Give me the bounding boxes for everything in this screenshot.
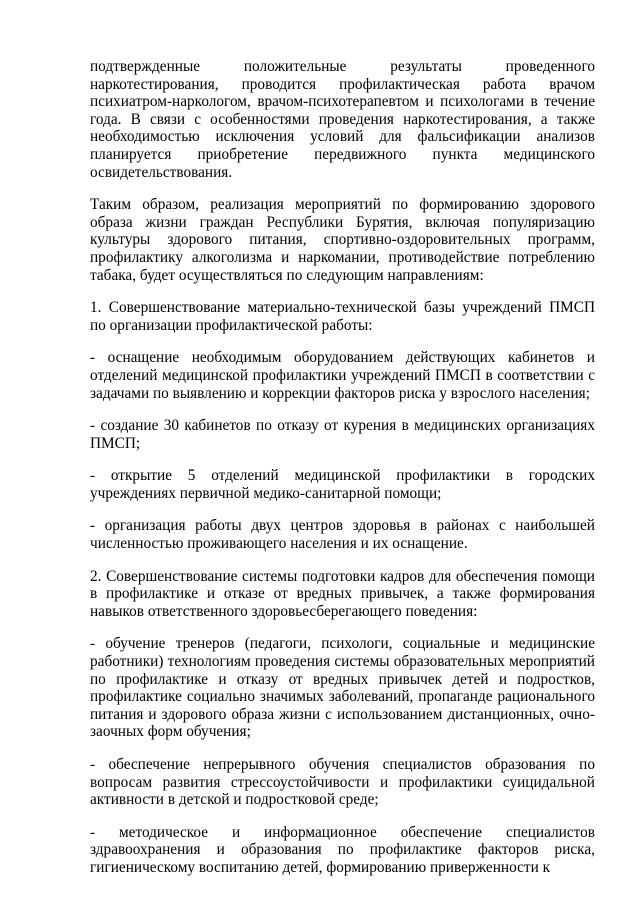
paragraph-direction-1: 1. Совершенствование материально-технической базы учреждений ПМСП по организации профилактической работы: xyxy=(90,299,595,334)
list-item-health-centers: - организация работы двух центров здоровья в районах с наибольшей численностью проживающего населения и их оснащение. xyxy=(90,517,595,553)
paragraph-summary: Таким образом, реализация мероприятий по формированию здорового образа жизни граждан Республики Бурятия, включая популяризацию культуры здорового питания, спортивно-оздоровительных программ, профилактику алкоголизма и наркомании, противодействие потреблению табака, будет осуществляться по следующим направлениям: xyxy=(90,196,595,284)
list-item-smoking-cabinets: - создание 30 кабинетов по отказу от курения в медицинских организациях ПМСП; xyxy=(90,417,595,452)
document-page xyxy=(90,58,595,892)
list-item-equipment: - оснащение необходимым оборудованием действующих кабинетов и отделений медицинской профилактики учреждений ПМСП в соответствии с задачами по выявлению и коррекции факторов риска у взрослого населения; xyxy=(90,349,595,402)
paragraph-direction-2: 2. Совершенствование системы подготовки кадров для обеспечения помощи в профилактике и отказе от вредных привычек, а также формирования навыков ответственного здоровьесберегающего поведения: xyxy=(90,567,595,620)
list-item-methodical-support: - методическое и информационное обеспечение специалистов здравоохранения и образования по профилактике факторов риска, гигиеническому воспитанию детей, формированию приверженности к xyxy=(90,823,595,876)
list-item-trainer-training: - обучение тренеров (педагоги, психологи, социальные и медицинские работники) технологиям проведения системы образовательных мероприятий по профилактике и отказу от вредных привычек детей и подростков, профилактике социально значимых заболеваний, пропаганде рационального питания и здорового образа жизни с использованием дистанционных, очно-заочных форм обучения; xyxy=(90,635,595,741)
paragraph-drug-testing: подтвержденные положительные результаты проведенного наркотестирования, проводится профилактическая работа врачом психиатром-наркологом, врачом-психотерапевтом и психологами в течение года. В связи с особенностями проведения наркотестирования, а также необходимостью исключения условий для фальсификации анализов планируется приобретение передвижного пункта медицинского освидетельствования. xyxy=(90,58,595,181)
list-item-continuous-training: - обеспечение непрерывного обучения специалистов образования по вопросам развития стрессоустойчивости и профилактики суицидальной активности в детской и подростковой среде; xyxy=(90,756,595,809)
list-item-prevention-departments: - открытие 5 отделений медицинской профилактики в городских учреждениях первичной медико-санитарной помощи; xyxy=(90,467,595,502)
